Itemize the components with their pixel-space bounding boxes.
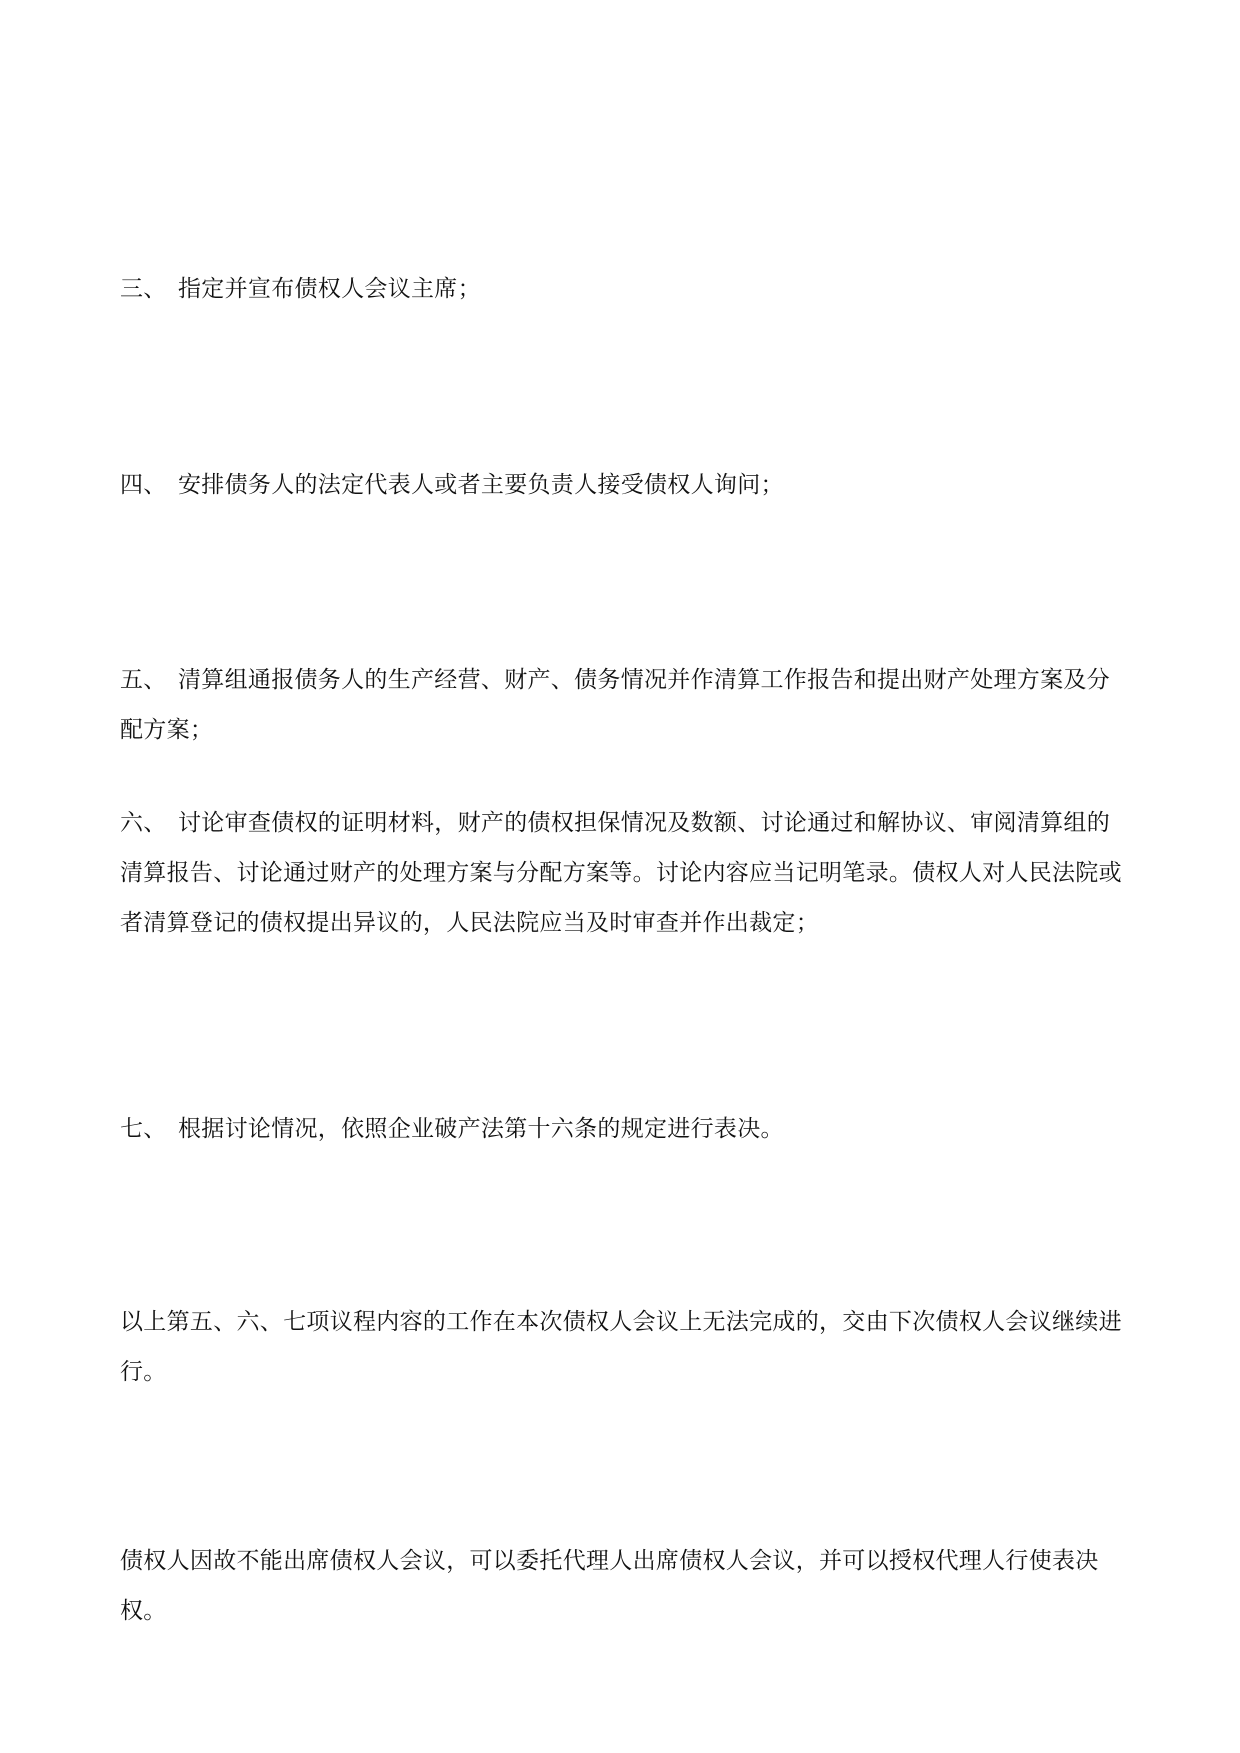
agenda-item-5 <box>120 655 1126 755</box>
agenda-item-text: 清算组通报债务人的生产经营、财产、债务情况并作清算工作报告和提出财产处理方案及分配方案； <box>120 667 1110 743</box>
agenda-item-text: 指定并宣布债权人会议主席； <box>178 276 481 302</box>
agenda-item-text: 根据讨论情况，依照企业破产法第十六条的规定进行表决。 <box>178 1116 784 1142</box>
agenda-item-number: 七、 <box>120 1116 167 1142</box>
agenda-item-text: 讨论审查债权的证明材料，财产的债权担保情况及数额、讨论通过和解协议、审阅清算组的清算报告、讨论通过财产的处理方案与分配方案等。讨论内容应当记明笔录。债权人对人民法院或者清算登记的债权提出异议的，人民法院应当及时审查并作出裁定； <box>120 810 1122 936</box>
agenda-item-number: 三、 <box>120 276 167 302</box>
agenda-item-4 <box>120 460 1126 510</box>
agenda-item-number: 六、 <box>120 810 167 836</box>
agenda-item-7 <box>120 1104 1126 1154</box>
agenda-item-number: 五、 <box>120 667 167 693</box>
agenda-item-number: 四、 <box>120 472 167 498</box>
agenda-item-3 <box>120 264 1126 314</box>
note-proxy-voting: 债权人因故不能出席债权人会议，可以委托代理人出席债权人会议，并可以授权代理人行使表决权。 <box>120 1548 1099 1624</box>
agenda-item-6 <box>120 798 1126 948</box>
note-unfinished-agenda: 以上第五、六、七项议程内容的工作在本次债权人会议上无法完成的，交由下次债权人会议继续进行。 <box>120 1309 1122 1385</box>
agenda-item-text: 安排债务人的法定代表人或者主要负责人接受债权人询问； <box>178 472 784 498</box>
